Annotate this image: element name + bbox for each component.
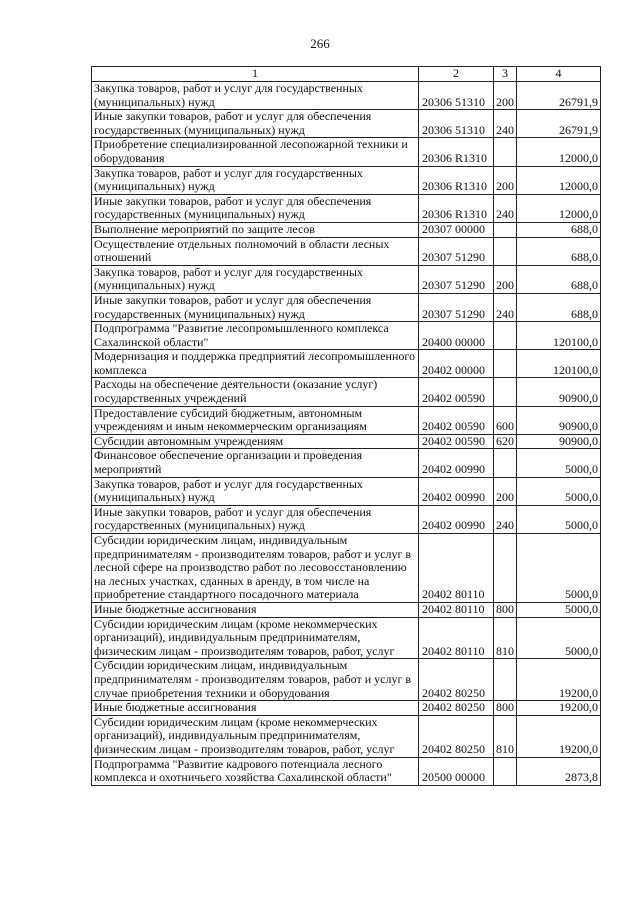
vr-cell (494, 237, 517, 265)
table-row (92, 222, 601, 237)
vr-cell: 800 (494, 701, 517, 716)
code-cell: 20307 00000 (419, 222, 494, 237)
code-cell: 20402 00990 (419, 505, 494, 533)
code-cell: 20306 51310 (419, 110, 494, 138)
vr-cell: 240 (494, 110, 517, 138)
amount-cell: 120100,0 (517, 350, 601, 378)
name-cell: Модернизация и поддержка предприятий лесопромышленного комплекса (92, 350, 419, 378)
vr-cell (494, 534, 517, 603)
table-row (92, 350, 601, 378)
code-cell: 20402 00990 (419, 449, 494, 477)
name-cell: Закупка товаров, работ и услуг для государственных (муниципальных) нужд (92, 265, 419, 293)
name-cell: Подпрограмма "Развитие кадрового потенциала лесного комплекса и охотничьего хозяйства Сахалинской области" (92, 757, 419, 785)
name-cell: Выполнение мероприятий по защите лесов (92, 222, 419, 237)
name-cell: Иные закупки товаров, работ и услуг для обеспечения государственных (муниципальных) нужд (92, 505, 419, 533)
vr-cell: 810 (494, 617, 517, 659)
table-row (92, 534, 601, 603)
name-cell: Субсидии юридическим лицам (кроме некоммерческих организаций), индивидуальным предпринимателям, физическим лицам - производителям товаров, работ, услуг (92, 617, 419, 659)
vr-cell: 620 (494, 434, 517, 449)
table-row (92, 110, 601, 138)
table-row (92, 449, 601, 477)
code-cell: 20307 51290 (419, 293, 494, 321)
name-cell: Субсидии юридическим лицам, индивидуальным предпринимателям - производителям товаров, работ и услуг в лесной сфере на производство работ по лесовосстановлению на лесных участках, сданных в аренду, в том числе на приобретение стандартного посадочного материала (92, 534, 419, 603)
vr-cell (494, 659, 517, 701)
amount-cell: 90900,0 (517, 378, 601, 406)
amount-cell: 12000,0 (517, 166, 601, 194)
vr-cell: 810 (494, 715, 517, 757)
table-row (92, 293, 601, 321)
code-cell: 20402 00000 (419, 350, 494, 378)
name-cell: Иные закупки товаров, работ и услуг для обеспечения государственных (муниципальных) нужд (92, 293, 419, 321)
amount-cell: 90900,0 (517, 406, 601, 434)
amount-cell: 90900,0 (517, 434, 601, 449)
vr-cell: 240 (494, 505, 517, 533)
amount-cell: 12000,0 (517, 194, 601, 222)
code-cell: 20402 00990 (419, 477, 494, 505)
header-col-2: 2 (419, 67, 494, 82)
code-cell: 20402 80250 (419, 659, 494, 701)
amount-cell: 26791,9 (517, 110, 601, 138)
vr-cell: 240 (494, 194, 517, 222)
header-col-4: 4 (517, 67, 601, 82)
code-cell: 20306 51310 (419, 82, 494, 110)
name-cell: Субсидии юридическим лицам, индивидуальным предпринимателям - производителям товаров, работ и услуг в случае приобретения техники и оборудования (92, 659, 419, 701)
name-cell: Субсидии юридическим лицам (кроме некоммерческих организаций), индивидуальным предпринимателям, физическим лицам - производителям товаров, работ, услуг (92, 715, 419, 757)
amount-cell: 5000,0 (517, 602, 601, 617)
table-row (92, 602, 601, 617)
amount-cell: 19200,0 (517, 701, 601, 716)
amount-cell: 5000,0 (517, 449, 601, 477)
vr-cell (494, 350, 517, 378)
name-cell: Подпрограмма "Развитие лесопромышленного комплекса Сахалинской области" (92, 322, 419, 350)
name-cell: Предоставление субсидий бюджетным, автономным учреждениям и иным некоммерческим организациям (92, 406, 419, 434)
code-cell: 20306 R1310 (419, 194, 494, 222)
code-cell: 20402 00590 (419, 406, 494, 434)
amount-cell: 688,0 (517, 237, 601, 265)
vr-cell (494, 138, 517, 166)
code-cell: 20402 80250 (419, 715, 494, 757)
vr-cell: 600 (494, 406, 517, 434)
amount-cell: 5000,0 (517, 505, 601, 533)
table-row (92, 659, 601, 701)
code-cell: 20307 51290 (419, 237, 494, 265)
name-cell: Расходы на обеспечение деятельности (оказание услуг) государственных учреждений (92, 378, 419, 406)
table-row (92, 477, 601, 505)
name-cell: Иные закупки товаров, работ и услуг для обеспечения государственных (муниципальных) нужд (92, 194, 419, 222)
code-cell: 20402 80110 (419, 602, 494, 617)
table-row (92, 617, 601, 659)
vr-cell: 200 (494, 265, 517, 293)
amount-cell: 5000,0 (517, 477, 601, 505)
table-row (92, 138, 601, 166)
amount-cell: 688,0 (517, 293, 601, 321)
amount-cell: 26791,9 (517, 82, 601, 110)
table-row (92, 194, 601, 222)
code-cell: 20500 00000 (419, 757, 494, 785)
amount-cell: 12000,0 (517, 138, 601, 166)
code-cell: 20306 R1310 (419, 138, 494, 166)
amount-cell: 688,0 (517, 222, 601, 237)
vr-cell: 200 (494, 477, 517, 505)
budget-table (91, 66, 601, 786)
amount-cell: 2873,8 (517, 757, 601, 785)
vr-cell: 200 (494, 82, 517, 110)
header-col-3: 3 (494, 67, 517, 82)
table-row (92, 505, 601, 533)
vr-cell: 200 (494, 166, 517, 194)
page-number: 266 (310, 36, 330, 51)
code-cell: 20306 R1310 (419, 166, 494, 194)
code-cell: 20307 51290 (419, 265, 494, 293)
amount-cell: 120100,0 (517, 322, 601, 350)
table-row (92, 265, 601, 293)
vr-cell (494, 449, 517, 477)
amount-cell: 5000,0 (517, 534, 601, 603)
vr-cell (494, 322, 517, 350)
name-cell: Финансовое обеспечение организации и проведения мероприятий (92, 449, 419, 477)
name-cell: Закупка товаров, работ и услуг для государственных (муниципальных) нужд (92, 82, 419, 110)
table-row (92, 322, 601, 350)
code-cell: 20402 80110 (419, 534, 494, 603)
name-cell: Закупка товаров, работ и услуг для государственных (муниципальных) нужд (92, 166, 419, 194)
amount-cell: 19200,0 (517, 715, 601, 757)
name-cell: Закупка товаров, работ и услуг для государственных (муниципальных) нужд (92, 477, 419, 505)
name-cell: Приобретение специализированной лесопожарной техники и оборудования (92, 138, 419, 166)
code-cell: 20400 00000 (419, 322, 494, 350)
table-row (92, 82, 601, 110)
code-cell: 20402 80250 (419, 701, 494, 716)
table-row (92, 237, 601, 265)
amount-cell: 19200,0 (517, 659, 601, 701)
vr-cell (494, 378, 517, 406)
code-cell: 20402 00590 (419, 378, 494, 406)
vr-cell (494, 222, 517, 237)
table-row (92, 378, 601, 406)
name-cell: Иные бюджетные ассигнования (92, 701, 419, 716)
name-cell: Субсидии автономным учреждениям (92, 434, 419, 449)
code-cell: 20402 80110 (419, 617, 494, 659)
amount-cell: 688,0 (517, 265, 601, 293)
name-cell: Иные закупки товаров, работ и услуг для обеспечения государственных (муниципальных) нужд (92, 110, 419, 138)
table-row (92, 757, 601, 785)
name-cell: Иные бюджетные ассигнования (92, 602, 419, 617)
name-cell: Осуществление отдельных полномочий в области лесных отношений (92, 237, 419, 265)
table-row (92, 715, 601, 757)
table-row (92, 434, 601, 449)
table-row (92, 166, 601, 194)
table-row (92, 701, 601, 716)
vr-cell: 800 (494, 602, 517, 617)
vr-cell (494, 757, 517, 785)
table-row (92, 406, 601, 434)
header-col-1: 1 (92, 67, 419, 82)
amount-cell: 5000,0 (517, 617, 601, 659)
table-header-row (92, 67, 601, 82)
code-cell: 20402 00590 (419, 434, 494, 449)
vr-cell: 240 (494, 293, 517, 321)
